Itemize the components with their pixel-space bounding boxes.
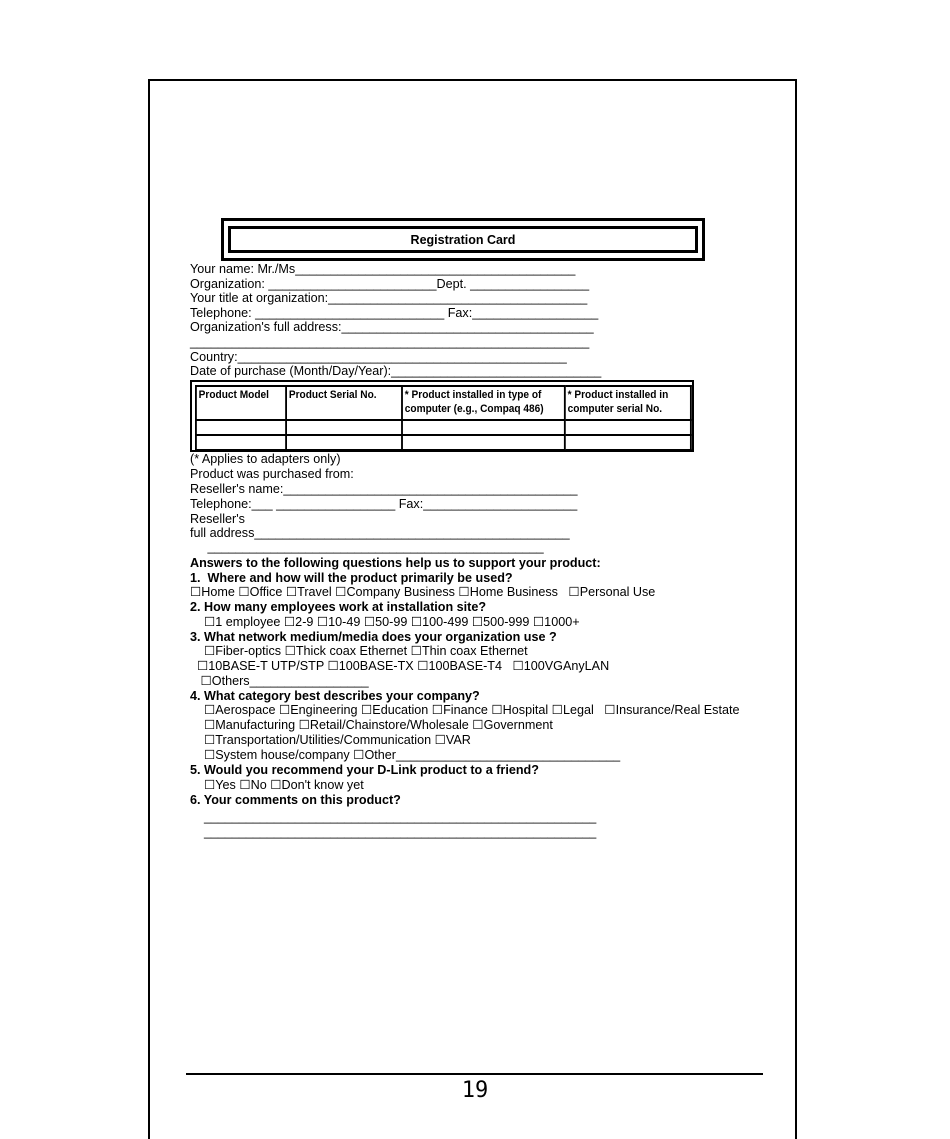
purchase-date-field-line: Date of purchase (Month/Day/Year):______________________________ [190,364,602,378]
question-2-options[interactable]: ☐1 employee ☐2-9 ☐10-49 ☐50-99 ☐100-499 ☐500-999 ☐1000+ [190,615,580,629]
question-2: 2. How many employees work at installation site? [190,600,487,614]
reseller-address-continuation-line: ________________________________________________ [190,540,544,554]
purchased-from-label: Product was purchased from: [190,467,354,481]
table-header-row [196,386,691,420]
question-4-options-row-1[interactable]: ☐Aerospace ☐Engineering ☐Education ☐Finance ☐Hospital ☐Legal ☐Insurance/Real Estate [190,703,740,717]
question-1-options[interactable]: ☐Home ☐Office ☐Travel ☐Company Business ☐Home Business ☐Personal Use [190,585,656,599]
table-header-product-model: Product Model [196,386,286,420]
question-4-options-row-2[interactable]: ☐Manufacturing ☐Retail/Chainstore/Wholesale ☐Government [190,718,553,732]
questions-intro: Answers to the following questions help us to support your product: [190,556,601,570]
organization-field-line: Organization: ________________________Dept. _________________ [190,277,590,291]
product-table-frame [190,380,694,452]
question-3-others-field[interactable]: ☐Others_________________ [190,674,369,688]
table-row [196,435,691,450]
question-4-options-row-3[interactable]: ☐Transportation/Utilities/Communication ☐VAR [190,733,471,747]
question-5-options[interactable]: ☐Yes ☐No ☐Don't know yet [190,778,364,792]
reseller-label: Reseller's [190,512,245,526]
table-header-computer-serial: * Product installed in computer serial No. [565,386,691,420]
table-cell[interactable] [286,420,402,435]
address-field-line: Organization's full address:____________________________________ [190,320,594,334]
title-field-line: Your title at organization:_____________________________________ [190,291,588,305]
comments-line-1[interactable]: ________________________________________________________ [190,810,597,824]
registration-card-title-box [221,218,705,261]
question-4-options-row-4[interactable]: ☐System house/company ☐Other________________________________ [190,748,621,762]
table-cell[interactable] [565,420,691,435]
table-cell[interactable] [196,420,286,435]
table-cell[interactable] [402,435,565,450]
question-4: 4. What category best describes your company? [190,689,480,703]
reseller-telephone-field-line: Telephone:___ _________________ Fax:______________________ [190,497,578,511]
footer-rule [186,1073,763,1075]
product-table [195,385,692,451]
page-title: Registration Card [228,226,698,253]
adapters-note: (* Applies to adapters only) [190,452,341,466]
table-cell[interactable] [402,420,565,435]
question-3: 3. What network medium/media does your organization use ? [190,630,557,644]
table-row [196,420,691,435]
telephone-field-line: Telephone: ___________________________ Fax:__________________ [190,306,599,320]
question-3-options-row-2[interactable]: ☐10BASE-T UTP/STP ☐100BASE-TX ☐100BASE-T4 ☐100VGAnyLAN [190,659,610,673]
comments-line-2[interactable]: ________________________________________________________ [190,825,597,839]
table-header-computer-type: * Product installed in type of computer (e.g., Compaq 486) [402,386,565,420]
name-field-line: Your name: Mr./Ms________________________________________ [190,262,576,276]
question-5: 5. Would you recommend your D-Link product to a friend? [190,763,539,777]
address-continuation-line: _________________________________________________________ [190,335,590,349]
question-1: 1. Where and how will the product primarily be used? [190,571,513,585]
question-3-options-row-1[interactable]: ☐Fiber-optics ☐Thick coax Ethernet ☐Thin coax Ethernet [190,644,528,658]
page-number: 19 [461,1078,489,1103]
country-field-line: Country:_______________________________________________ [190,350,567,364]
table-cell[interactable] [286,435,402,450]
table-cell[interactable] [196,435,286,450]
reseller-name-field-line: Reseller's name:__________________________________________ [190,482,578,496]
reseller-address-field-line: full address_____________________________________________ [190,526,570,540]
question-6: 6. Your comments on this product? [190,793,401,807]
table-cell[interactable] [565,435,691,450]
table-header-serial-no: Product Serial No. [286,386,402,420]
